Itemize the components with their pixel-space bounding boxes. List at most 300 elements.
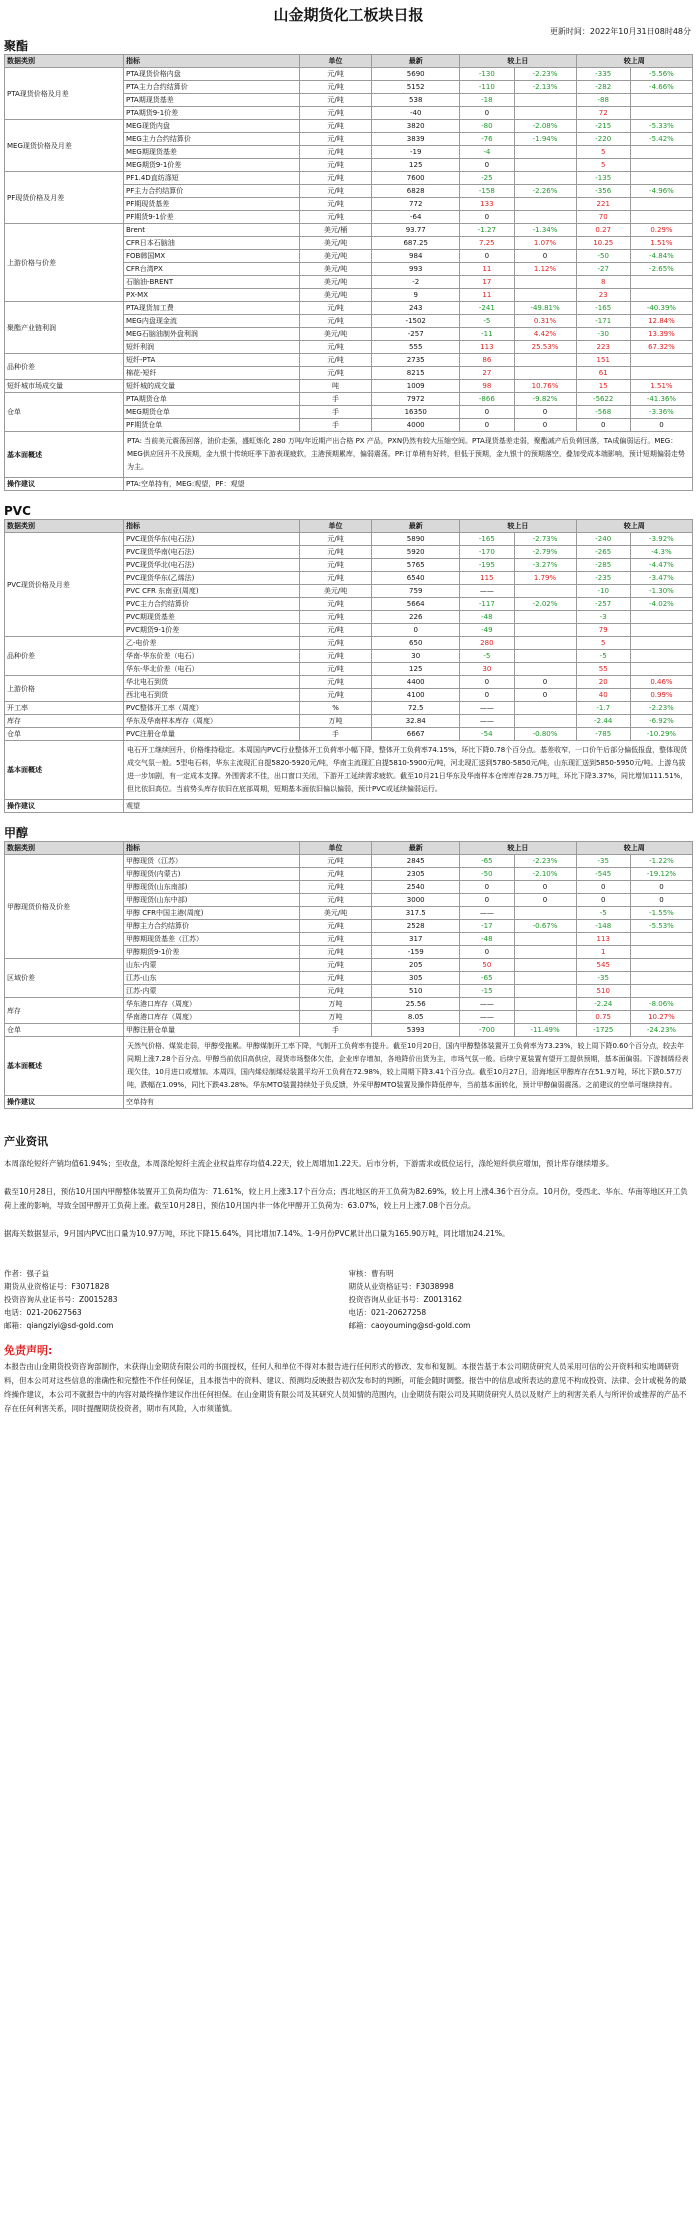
unit-cell: 元/吨 bbox=[299, 81, 371, 94]
data-table bbox=[4, 841, 693, 1109]
day-pct-cell bbox=[514, 702, 576, 715]
summary-row bbox=[5, 1037, 693, 1096]
indicator-cell: 山东-内蒙 bbox=[123, 959, 299, 972]
week-change-cell: 5 bbox=[576, 637, 630, 650]
indicator-cell: PVC现货华东(乙烯法) bbox=[123, 572, 299, 585]
unit-cell: 元/吨 bbox=[299, 959, 371, 972]
latest-cell: 5393 bbox=[372, 1024, 460, 1037]
latest-cell: 510 bbox=[372, 985, 460, 998]
column-header: 较上周 bbox=[576, 520, 692, 533]
week-pct-cell: -6.92% bbox=[630, 715, 692, 728]
week-change-cell: -257 bbox=[576, 598, 630, 611]
unit-cell: 元/吨 bbox=[299, 611, 371, 624]
section-title: 甲醇 bbox=[4, 826, 29, 840]
unit-cell: 元/吨 bbox=[299, 676, 371, 689]
latest-cell: 8.05 bbox=[372, 1011, 460, 1024]
week-change-cell: 23 bbox=[576, 289, 630, 302]
table-row bbox=[5, 702, 693, 715]
week-pct-cell bbox=[630, 946, 692, 959]
column-header: 指标 bbox=[123, 55, 299, 68]
week-pct-cell: 0.99% bbox=[630, 689, 692, 702]
week-pct-cell: -1.30% bbox=[630, 585, 692, 598]
day-pct-cell bbox=[514, 1011, 576, 1024]
advice-text: 观望 bbox=[123, 800, 692, 813]
advice-label: 操作建议 bbox=[5, 1096, 124, 1109]
unit-cell: 元/吨 bbox=[299, 598, 371, 611]
category-cell: 库存 bbox=[5, 998, 124, 1024]
table-row bbox=[5, 637, 693, 650]
day-change-cell: -866 bbox=[460, 393, 514, 406]
week-pct-cell bbox=[630, 198, 692, 211]
reviewer-column bbox=[349, 1267, 694, 1332]
indicator-cell: MEG石脑油制外盘利润 bbox=[123, 328, 299, 341]
indicator-cell: CFR台湾PX bbox=[123, 263, 299, 276]
week-pct-cell: 0 bbox=[630, 419, 692, 432]
latest-cell: 1009 bbox=[372, 380, 460, 393]
day-change-cell: -17 bbox=[460, 920, 514, 933]
day-pct-cell: 0 bbox=[514, 689, 576, 702]
day-pct-cell: -2.10% bbox=[514, 868, 576, 881]
summary-label: 基本面概述 bbox=[5, 741, 124, 800]
latest-cell: 2735 bbox=[372, 354, 460, 367]
reviewer-consult-cert: 投资咨询从业证书号：Z0013162 bbox=[348, 1295, 463, 1304]
unit-cell: 元/吨 bbox=[299, 185, 371, 198]
day-change-cell: -65 bbox=[460, 855, 514, 868]
week-pct-cell: -10.29% bbox=[630, 728, 692, 741]
week-pct-cell bbox=[630, 159, 692, 172]
summary-row bbox=[5, 432, 693, 478]
day-pct-cell: 0 bbox=[514, 419, 576, 432]
category-cell: 短纤城市场成交量 bbox=[5, 380, 124, 393]
indicator-cell: PVC现货华东(电石法) bbox=[123, 533, 299, 546]
unit-cell: 元/吨 bbox=[299, 650, 371, 663]
week-pct-cell: -5.42% bbox=[630, 133, 692, 146]
unit-cell: 手 bbox=[299, 406, 371, 419]
week-change-cell: -2.24 bbox=[576, 998, 630, 1011]
day-change-cell: —— bbox=[460, 715, 514, 728]
week-pct-cell: -5.53% bbox=[630, 920, 692, 933]
latest-cell: 6667 bbox=[372, 728, 460, 741]
unit-cell: 元/吨 bbox=[299, 354, 371, 367]
day-pct-cell: 10.76% bbox=[514, 380, 576, 393]
day-change-cell: -50 bbox=[460, 868, 514, 881]
latest-cell: 125 bbox=[372, 663, 460, 676]
news-paragraph-2: 截至10月28日，预估10月国内甲醇整体装置开工负荷均值为：71.61%，较上月上涨3.17个百分点；西北地区的开工负荷为82.69%，较上月上涨4.36个百分点。10月份，受西北、华东、华南等地区开工负荷上涨的影响，导致全国甲醇开工负荷上涨。截至10月28日，预估10月国内非一体化甲醇开工负荷为：63.07%，较上月上涨7.08个百分点。 bbox=[4, 1187, 688, 1210]
day-pct-cell: -11.49% bbox=[514, 1024, 576, 1037]
latest-cell: 772 bbox=[372, 198, 460, 211]
latest-cell: 2528 bbox=[372, 920, 460, 933]
day-pct-cell: 0 bbox=[514, 881, 576, 894]
day-change-cell: -48 bbox=[460, 611, 514, 624]
unit-cell: 元/吨 bbox=[299, 972, 371, 985]
week-change-cell: -35 bbox=[576, 972, 630, 985]
table-row bbox=[5, 855, 693, 868]
day-change-cell: -49 bbox=[460, 624, 514, 637]
unit-cell: 手 bbox=[299, 393, 371, 406]
category-cell: PVC现货价格及月差 bbox=[5, 533, 124, 637]
column-header: 最新 bbox=[372, 842, 460, 855]
week-change-cell: 221 bbox=[576, 198, 630, 211]
table-header-row bbox=[5, 520, 693, 533]
unit-cell: 元/吨 bbox=[299, 920, 371, 933]
week-change-cell: 55 bbox=[576, 663, 630, 676]
day-pct-cell bbox=[514, 94, 576, 107]
week-pct-cell bbox=[630, 933, 692, 946]
day-change-cell: -5 bbox=[460, 315, 514, 328]
indicator-cell: PVC现货华南(电石法) bbox=[123, 546, 299, 559]
unit-cell: 元/吨 bbox=[299, 302, 371, 315]
indicator-cell: 石脑油-BRENT bbox=[123, 276, 299, 289]
indicator-cell: Brent bbox=[123, 224, 299, 237]
unit-cell: 元/吨 bbox=[299, 172, 371, 185]
week-change-cell: -1725 bbox=[576, 1024, 630, 1037]
update-time: 更新时间：2022年10月31日08时48分 bbox=[549, 27, 691, 36]
latest-cell: 538 bbox=[372, 94, 460, 107]
indicator-cell: PX-MX bbox=[123, 289, 299, 302]
latest-cell: 72.5 bbox=[372, 702, 460, 715]
disclaimer-text: 本报告由山金期货投资咨询部制作，未获得山金期货有限公司的书面授权，任何人和单位不得对本报告进行任何形式的修改、发布和复制。本报告基于本公司期货研究人员采用可信的公开资料和实地调研资料，但本公司对这些信息的准确性和完整性不作任何保证，且本报告中的资料、建议、预测均反映报告初次发布时的判断，可能会随时调整。报告中的信息或所表达的意见不构成投资、法律、会计或税务的最终操作建议，本公司不就报告中的内容对最终操作建议作出任何担保。在山金期货有限公司及其研究人员知情的范围内，山金期货有限公司及其期货研究人员以及财产上的利害关系人与所评价或推荐的产品不存在任何利害关系，同时提醒期货投资者，期市有风险，入市须谨慎。 bbox=[4, 1362, 687, 1413]
day-pct-cell: -2.13% bbox=[514, 81, 576, 94]
day-pct-cell: 0 bbox=[514, 250, 576, 263]
day-change-cell: 0 bbox=[460, 250, 514, 263]
column-header: 指标 bbox=[123, 520, 299, 533]
day-pct-cell bbox=[514, 624, 576, 637]
week-change-cell: 0 bbox=[576, 894, 630, 907]
author-license: 期货从业资格证号：F3071828 bbox=[4, 1282, 110, 1291]
author-column bbox=[4, 1267, 349, 1332]
day-change-cell: 86 bbox=[460, 354, 514, 367]
day-change-cell: 98 bbox=[460, 380, 514, 393]
day-change-cell: -65 bbox=[460, 972, 514, 985]
week-change-cell: -165 bbox=[576, 302, 630, 315]
table-row bbox=[5, 120, 693, 133]
table-row bbox=[5, 1024, 693, 1037]
day-change-cell: -80 bbox=[460, 120, 514, 133]
unit-cell: 美元/吨 bbox=[299, 289, 371, 302]
week-pct-cell bbox=[630, 972, 692, 985]
day-change-cell: 133 bbox=[460, 198, 514, 211]
day-change-cell: 11 bbox=[460, 263, 514, 276]
day-change-cell: 0 bbox=[460, 689, 514, 702]
table-row bbox=[5, 959, 693, 972]
unit-cell: 手 bbox=[299, 728, 371, 741]
category-cell: 开工率 bbox=[5, 702, 124, 715]
unit-cell: 元/吨 bbox=[299, 637, 371, 650]
day-change-cell: 7.25 bbox=[460, 237, 514, 250]
indicator-cell: PF期货9-1价差 bbox=[123, 211, 299, 224]
column-header: 数据类别 bbox=[5, 842, 124, 855]
reviewer-email: 邮箱：caoyouming@sd-gold.com bbox=[348, 1321, 471, 1330]
day-pct-cell bbox=[514, 715, 576, 728]
advice-text: PTA:空单持有，MEG:观望，PF：观望 bbox=[123, 478, 692, 491]
day-pct-cell: -2.26% bbox=[514, 185, 576, 198]
unit-cell: 元/吨 bbox=[299, 341, 371, 354]
day-pct-cell bbox=[514, 585, 576, 598]
day-pct-cell: 0 bbox=[514, 894, 576, 907]
week-pct-cell bbox=[630, 354, 692, 367]
week-change-cell: 70 bbox=[576, 211, 630, 224]
indicator-cell: 华南港口库存（周度） bbox=[123, 1011, 299, 1024]
indicator-cell: MEG期货仓单 bbox=[123, 406, 299, 419]
latest-cell: 8215 bbox=[372, 367, 460, 380]
indicator-cell: PVC整体开工率（周度） bbox=[123, 702, 299, 715]
category-cell: 上游价格 bbox=[5, 676, 124, 702]
table-row bbox=[5, 676, 693, 689]
indicator-cell: 甲醇现货(山东中部) bbox=[123, 894, 299, 907]
week-pct-cell bbox=[630, 276, 692, 289]
unit-cell: 元/吨 bbox=[299, 133, 371, 146]
day-change-cell: -170 bbox=[460, 546, 514, 559]
week-pct-cell bbox=[630, 663, 692, 676]
category-cell: 上游价格与价差 bbox=[5, 224, 124, 302]
latest-cell: -64 bbox=[372, 211, 460, 224]
week-change-cell: 0 bbox=[576, 419, 630, 432]
week-pct-cell bbox=[630, 367, 692, 380]
day-pct-cell bbox=[514, 289, 576, 302]
week-pct-cell bbox=[630, 637, 692, 650]
day-change-cell: 0 bbox=[460, 406, 514, 419]
indicator-cell: PTA期货仓单 bbox=[123, 393, 299, 406]
week-change-cell: 40 bbox=[576, 689, 630, 702]
week-pct-cell bbox=[630, 211, 692, 224]
week-change-cell: -30 bbox=[576, 328, 630, 341]
table-row bbox=[5, 302, 693, 315]
column-header: 单位 bbox=[299, 842, 371, 855]
day-pct-cell bbox=[514, 107, 576, 120]
day-change-cell: -158 bbox=[460, 185, 514, 198]
week-pct-cell bbox=[630, 611, 692, 624]
unit-cell: 元/吨 bbox=[299, 624, 371, 637]
latest-cell: 4000 bbox=[372, 419, 460, 432]
week-pct-cell: 1.51% bbox=[630, 237, 692, 250]
latest-cell: 30 bbox=[372, 650, 460, 663]
indicator-cell: MEG主力合约结算价 bbox=[123, 133, 299, 146]
day-change-cell: -4 bbox=[460, 146, 514, 159]
summary-label: 基本面概述 bbox=[5, 1037, 124, 1096]
latest-cell: 5690 bbox=[372, 68, 460, 81]
author-name: 作者：强子益 bbox=[4, 1269, 49, 1278]
day-pct-cell bbox=[514, 611, 576, 624]
week-change-cell: -785 bbox=[576, 728, 630, 741]
day-pct-cell: -2.79% bbox=[514, 546, 576, 559]
latest-cell: 317.5 bbox=[372, 907, 460, 920]
indicator-cell: 甲醇现货(山东南部) bbox=[123, 881, 299, 894]
indicator-cell: 短纤城的成交量 bbox=[123, 380, 299, 393]
week-change-cell: -545 bbox=[576, 868, 630, 881]
week-change-cell: -265 bbox=[576, 546, 630, 559]
indicator-cell: 江苏-山东 bbox=[123, 972, 299, 985]
indicator-cell: PF主力合约结算价 bbox=[123, 185, 299, 198]
table-row bbox=[5, 68, 693, 81]
indicator-cell: PTA期现货基差 bbox=[123, 94, 299, 107]
table-row bbox=[5, 533, 693, 546]
summary-label: 基本面概述 bbox=[5, 432, 124, 478]
indicator-cell: PVC主力合约结算价 bbox=[123, 598, 299, 611]
data-table bbox=[4, 519, 693, 813]
indicator-cell: 甲醇期现货基差（江苏） bbox=[123, 933, 299, 946]
column-header: 最新 bbox=[372, 520, 460, 533]
day-change-cell: -25 bbox=[460, 172, 514, 185]
summary-text: 电石开工继续回升，价格维持稳定。本周国内PVC行业整体开工负荷率小幅下降，整体开工负荷率74.15%，环比下降0.78个百分点。基差收窄，一口价午后部分偏低报盘，整体现货成交气氛一般。5型电石料，华东主流现汇自提5820-5920元/吨，华南主流现汇自提5810-5900元/吨，河北现汇送到5780-5850元/吨，山东现汇送到5850-5950元/吨。上游乌拔进一步加剧，有一定成本支撑。外围需求不佳，出口窗口关闭，下游开工延续需求疲软。截至10月21日华东及华南样本仓库库存28.75万吨，环比下降3.37%，同比增加111.51%，但比依旧高位。当前势头库存依旧在底部周期，短期基本面依旧偏以偏弱，预计PVC或延续偏弱运行。 bbox=[123, 741, 692, 800]
column-header: 数据类别 bbox=[5, 55, 124, 68]
latest-cell: -1502 bbox=[372, 315, 460, 328]
day-pct-cell: -9.82% bbox=[514, 393, 576, 406]
week-change-cell: -27 bbox=[576, 263, 630, 276]
unit-cell: 元/吨 bbox=[299, 315, 371, 328]
indicator-cell: 江苏-内蒙 bbox=[123, 985, 299, 998]
week-pct-cell: -2.65% bbox=[630, 263, 692, 276]
unit-cell: 元/吨 bbox=[299, 94, 371, 107]
week-pct-cell: -2.23% bbox=[630, 702, 692, 715]
day-pct-cell bbox=[514, 959, 576, 972]
day-pct-cell: 0 bbox=[514, 676, 576, 689]
indicator-cell: 甲醇注册仓单量 bbox=[123, 1024, 299, 1037]
section-title: 聚酯 bbox=[4, 39, 29, 53]
category-cell: PTA现货价格及月差 bbox=[5, 68, 124, 120]
unit-cell: 美元/吨 bbox=[299, 328, 371, 341]
latest-cell: 5920 bbox=[372, 546, 460, 559]
day-pct-cell: 25.53% bbox=[514, 341, 576, 354]
day-change-cell: -5 bbox=[460, 650, 514, 663]
latest-cell: -159 bbox=[372, 946, 460, 959]
week-pct-cell bbox=[630, 289, 692, 302]
latest-cell: 993 bbox=[372, 263, 460, 276]
column-header: 单位 bbox=[299, 520, 371, 533]
week-pct-cell: -40.39% bbox=[630, 302, 692, 315]
table-row bbox=[5, 998, 693, 1011]
week-change-cell: 20 bbox=[576, 676, 630, 689]
reviewer-name: 审核：曹有明 bbox=[348, 1269, 394, 1278]
latest-cell: 205 bbox=[372, 959, 460, 972]
day-change-cell: 27 bbox=[460, 367, 514, 380]
week-pct-cell bbox=[630, 985, 692, 998]
unit-cell: 美元/吨 bbox=[299, 276, 371, 289]
unit-cell: 美元/吨 bbox=[299, 237, 371, 250]
news-section bbox=[4, 1133, 693, 1241]
section-title: PVC bbox=[4, 504, 31, 518]
indicator-cell: 华东-华北价差（电石） bbox=[123, 663, 299, 676]
indicator-cell: PTA现货加工费 bbox=[123, 302, 299, 315]
indicator-cell: 甲醇 CFR中国主港(周度) bbox=[123, 907, 299, 920]
unit-cell: 美元/吨 bbox=[299, 907, 371, 920]
unit-cell: 元/吨 bbox=[299, 120, 371, 133]
day-pct-cell bbox=[514, 637, 576, 650]
latest-cell: -19 bbox=[372, 146, 460, 159]
day-pct-cell bbox=[514, 198, 576, 211]
day-change-cell: 0 bbox=[460, 946, 514, 959]
latest-cell: 5765 bbox=[372, 559, 460, 572]
column-header: 较上日 bbox=[460, 842, 576, 855]
category-cell: 区域价差 bbox=[5, 959, 124, 998]
day-change-cell: 0 bbox=[460, 159, 514, 172]
unit-cell: 美元/桶 bbox=[299, 224, 371, 237]
unit-cell: 元/吨 bbox=[299, 68, 371, 81]
latest-cell: 4400 bbox=[372, 676, 460, 689]
table-header-row bbox=[5, 55, 693, 68]
week-change-cell: -220 bbox=[576, 133, 630, 146]
unit-cell: 元/吨 bbox=[299, 533, 371, 546]
day-change-cell: -11 bbox=[460, 328, 514, 341]
day-change-cell: 0 bbox=[460, 894, 514, 907]
table-row bbox=[5, 172, 693, 185]
latest-cell: 243 bbox=[372, 302, 460, 315]
week-pct-cell: 1.51% bbox=[630, 380, 692, 393]
day-pct-cell bbox=[514, 367, 576, 380]
day-pct-cell bbox=[514, 933, 576, 946]
day-pct-cell bbox=[514, 907, 576, 920]
day-change-cell: -15 bbox=[460, 985, 514, 998]
day-change-cell: 280 bbox=[460, 637, 514, 650]
category-cell: 仓单 bbox=[5, 728, 124, 741]
sections-container bbox=[4, 38, 693, 1109]
day-change-cell: -117 bbox=[460, 598, 514, 611]
indicator-cell: PF期货仓单 bbox=[123, 419, 299, 432]
week-pct-cell: -3.36% bbox=[630, 406, 692, 419]
day-pct-cell bbox=[514, 146, 576, 159]
day-change-cell: -18 bbox=[460, 94, 514, 107]
author-consult-cert: 投资咨询从业证书号：Z0015283 bbox=[4, 1295, 118, 1304]
day-pct-cell: 0.31% bbox=[514, 315, 576, 328]
unit-cell: 元/吨 bbox=[299, 198, 371, 211]
indicator-cell: PVC CFR 东南亚(周度) bbox=[123, 585, 299, 598]
disclaimer-title: 免责声明: bbox=[4, 1344, 53, 1357]
indicator-cell: 西北电石到货 bbox=[123, 689, 299, 702]
week-change-cell: -88 bbox=[576, 94, 630, 107]
category-cell: 库存 bbox=[5, 715, 124, 728]
news-paragraph-1: 本周涤纶短纤产销均值61.94%；至收盘，本周涤纶短纤主流企业权益库存均值4.22天，较上周增加1.22天。后市分析，下游需求或低位运行，涤纶短纤供应增加，预计库存继续增多。 bbox=[4, 1159, 614, 1168]
day-change-cell: -130 bbox=[460, 68, 514, 81]
indicator-cell: PTA主力合约结算价 bbox=[123, 81, 299, 94]
latest-cell: 6828 bbox=[372, 185, 460, 198]
week-pct-cell: -4.96% bbox=[630, 185, 692, 198]
week-pct-cell: -8.06% bbox=[630, 998, 692, 1011]
unit-cell: 元/吨 bbox=[299, 689, 371, 702]
week-pct-cell: -4.3% bbox=[630, 546, 692, 559]
indicator-cell: FOB韩国MX bbox=[123, 250, 299, 263]
unit-cell: 美元/吨 bbox=[299, 250, 371, 263]
indicator-cell: 短纤-PTA bbox=[123, 354, 299, 367]
indicator-cell: 甲醇主力合约结算价 bbox=[123, 920, 299, 933]
week-pct-cell bbox=[630, 959, 692, 972]
latest-cell: 9 bbox=[372, 289, 460, 302]
week-change-cell: 72 bbox=[576, 107, 630, 120]
category-cell: 甲醇现货价格及价差 bbox=[5, 855, 124, 959]
column-header: 较上日 bbox=[460, 520, 576, 533]
day-change-cell: -76 bbox=[460, 133, 514, 146]
column-header: 最新 bbox=[372, 55, 460, 68]
table-header-row bbox=[5, 842, 693, 855]
week-change-cell: -135 bbox=[576, 172, 630, 185]
summary-row bbox=[5, 741, 693, 800]
week-change-cell: 510 bbox=[576, 985, 630, 998]
day-change-cell: -241 bbox=[460, 302, 514, 315]
table-row bbox=[5, 393, 693, 406]
day-change-cell: —— bbox=[460, 702, 514, 715]
indicator-cell: PF期现货基差 bbox=[123, 198, 299, 211]
day-pct-cell bbox=[514, 972, 576, 985]
indicator-cell: MEG期现货基差 bbox=[123, 146, 299, 159]
indicator-cell: 甲醇期货9-1价差 bbox=[123, 946, 299, 959]
latest-cell: 2305 bbox=[372, 868, 460, 881]
week-change-cell: -3 bbox=[576, 611, 630, 624]
week-pct-cell: 0 bbox=[630, 894, 692, 907]
latest-cell: 984 bbox=[372, 250, 460, 263]
week-change-cell: 10.25 bbox=[576, 237, 630, 250]
unit-cell: 美元/吨 bbox=[299, 585, 371, 598]
week-change-cell: 223 bbox=[576, 341, 630, 354]
day-change-cell: 115 bbox=[460, 572, 514, 585]
indicator-cell: PTA期货9-1价差 bbox=[123, 107, 299, 120]
